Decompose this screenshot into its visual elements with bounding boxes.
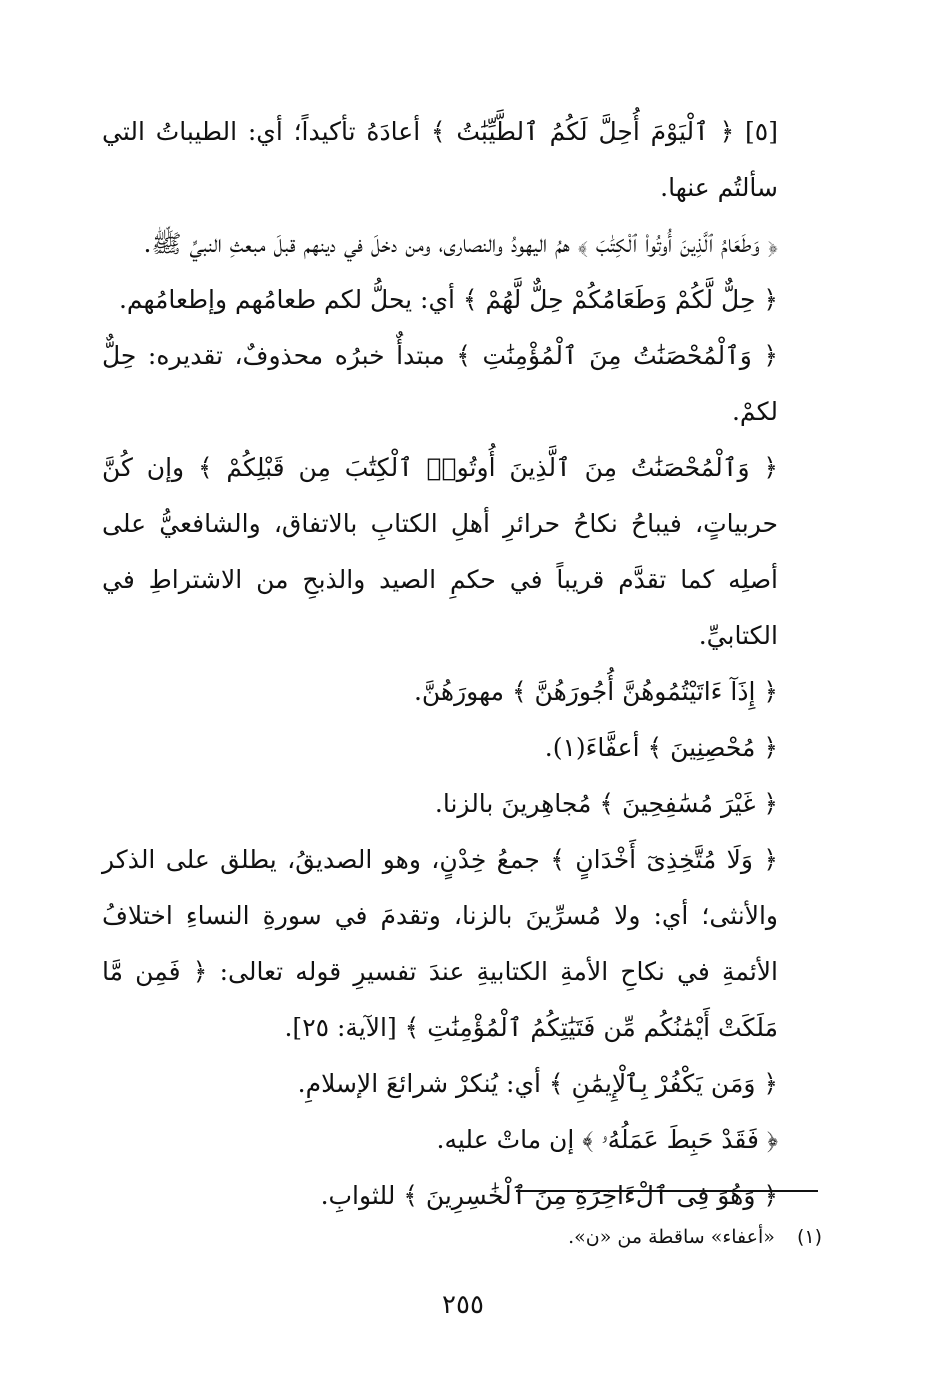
footnote-text: «أعفاء» ساقطة من «ن». [568,1226,775,1248]
paragraph-food-of-people-of-book: ﴿ وَطَعَامُ ٱلَّذِينَ أُوتُوا۟ ٱلْكِتَٰبَ ﴾ همُ اليهودُ والنصارى، ومن دخلَ في دينهم قبلَ مبعثِ النبيِّ ﷺ. [143,229,778,258]
footnote-marker: (١) [796,1226,822,1248]
paragraph-disbelieve-in-faith: ﴿ وَمَن يَكْفُرْ بِٱلْإِيمَٰنِ ﴾ أي: يُنكرْ شرائعَ الإسلامِ. [297,1069,778,1098]
page-body [102,104,822,1224]
paragraph-verse-5-intro: [٥] ﴿ ٱلْيَوْمَ أُحِلَّ لَكُمُ ٱلطَّيِّبَٰتُ ﴾ أعادَهُ تأكيداً؛ أي: الطيباتُ التي سألتُم عنها. [102,117,778,202]
paragraph-chaste-believing-women: ﴿ وَٱلْمُحْصَنَٰتُ مِنَ ٱلْمُؤْمِنَٰتِ ﴾ مبتدأٌ خبرُه محذوفٌ، تقديره: حِلٌّ لكمْ. [102,341,778,426]
paragraph-lawful-food: ﴿ حِلٌّ لَّكُمْ وَطَعَامُكُمْ حِلٌّ لَّهُمْ ﴾ أي: يحلُّ لكم طعامُهم وإطعامُهم. [118,285,778,314]
paragraph-dowries: ﴿ إِذَآ ءَاتَيْتُمُوهُنَّ أُجُورَهُنَّ ﴾ مهورَهُنَّ. [413,677,778,706]
paragraph-muhsinin: ﴿ مُحْصِنِينَ ﴾ أعفَّاءَ(١). [544,733,778,762]
paragraph-chaste-women-of-book: ﴿ وَٱلْمُحْصَنَٰتُ مِنَ ٱلَّذِينَ أُوتُوا۟ ٱلْكِتَٰبَ مِن قَبْلِكُمْ ﴾ وإن كُنَّ حربياتٍ، فيباحُ نكاحُ حرائرِ أهلِ الكتابِ بالاتفاق، والشافعيُّ على أصلِه كما تقدَّم قريباً في حكمِ الصيد والذبحِ من الاشتراطِ في الكتابيِّ. [102,453,778,650]
page-number: ٢٥٥ [442,1290,484,1320]
paragraph-not-fornicators: ﴿ غَيْرَ مُسَٰفِحِينَ ﴾ مُجاهِرينَ بالزنا. [434,789,778,818]
paragraph-losers-hereafter: ﴿ وَهُوَ فِى ٱلْءَاخِرَةِ مِنَ ٱلْخَٰسِرِينَ ﴾ للثوابِ. [320,1181,778,1210]
paragraph-deeds-void: ﴿ فَقَدْ حَبِطَ عَمَلُهُۥ ﴾ إن ماتْ عليه. [436,1125,778,1154]
footnote [102,1222,822,1252]
footnote-divider [516,1190,818,1192]
paragraph-secret-lovers: ﴿ وَلَا مُتَّخِذِىٓ أَخْدَانٍ ﴾ جمعُ خِدْنٍ، وهو الصديقُ، يطلق على الذكر والأنثى؛ أي: ولا مُسرِّينَ بالزنا، وتقدمَ في سورةِ النساءِ اختلافُ الأئمةِ في نكاحِ الأمةِ الكتابيةِ عندَ تفسيرِ قوله تعالى: ﴿ فَمِن مَّا مَلَكَتْ أَيْمَٰنُكُم مِّن فَتَيَٰتِكُمُ ٱلْمُؤْمِنَٰتِ ﴾ [الآية: ٢٥]. [102,845,778,1042]
